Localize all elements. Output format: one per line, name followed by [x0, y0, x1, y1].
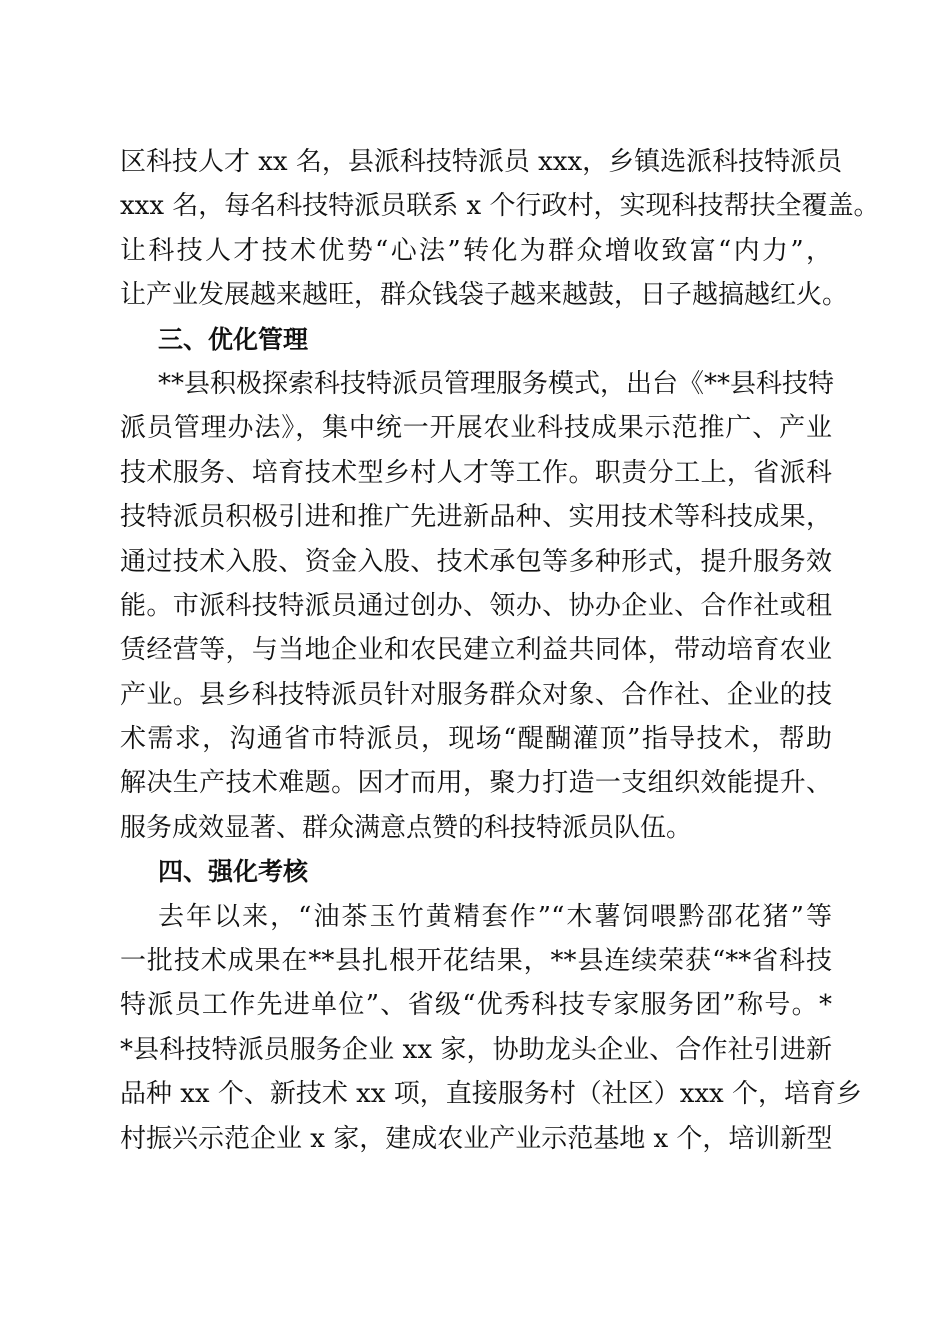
text-line: 让科技人才技术优势“心法”转化为群众增收致富“内力”， — [120, 235, 832, 266]
text-line: 解决生产技术难题。因才而用，聚力打造一支组织效能提升、 — [120, 768, 832, 799]
text-line: 术需求，沟通省市特派员，现场“醍醐灌顶”指导技术，帮助 — [120, 724, 832, 755]
text-line: 赁经营等，与当地企业和农民建立利益共同体，带动培育农业 — [120, 635, 832, 666]
text-line: 去年以来，“油茶玉竹黄精套作”“木薯饲喂黔邵花猪”等 — [158, 901, 832, 932]
text-line: 区科技人才 xx 名，县派科技特派员 xxx，乡镇选派科技特派员 — [120, 147, 843, 177]
text-line: 服务成效显著、群众满意点赞的科技特派员队伍。 — [120, 812, 693, 843]
paragraph-section-four — [120, 895, 862, 1161]
text-line: 村振兴示范企业 x 家，建成农业产业示范基地 x 个，培训新型 — [120, 1123, 833, 1154]
text-line: 派员管理办法》，集中统一开展农业科技成果示范推广、产业 — [120, 413, 832, 444]
text-line: 品种 xx 个、新技术 xx 项，直接服务村（社区）xxx 个，培育乡 — [120, 1079, 862, 1110]
text-line: 能。市派科技特派员通过创办、领办、协办企业、合作社或租 — [120, 590, 832, 621]
paragraph-intro — [120, 140, 880, 318]
text-line: 技术服务、培育技术型乡村人才等工作。职责分工上，省派科 — [120, 457, 832, 488]
text-line: **县积极探索科技特派员管理服务模式，出台《**县科技特 — [158, 368, 835, 399]
text-line: 产业。县乡科技特派员针对服务群众对象、合作社、企业的技 — [120, 679, 832, 710]
text-line: *县科技特派员服务企业 xx 家，协助龙头企业、合作社引进新 — [120, 1034, 832, 1065]
text-line: 让产业发展越来越旺，群众钱袋子越来越鼓，日子越搞越红火。 — [120, 280, 849, 311]
document-body — [120, 140, 880, 1161]
text-line: 技特派员积极引进和推广先进新品种、实用技术等科技成果， — [120, 502, 832, 533]
text-line: 特派员工作先进单位”、省级“优秀科技专家服务团”称号。* — [120, 990, 832, 1021]
section-heading-four: 四、强化考核 — [158, 857, 309, 887]
text-line: 一批技术成果在**县扎根开花结果，**县连续荣获“**省科技 — [120, 946, 832, 977]
section-heading-three: 三、优化管理 — [158, 324, 309, 354]
text-line: 通过技术入股、资金入股、技术承包等多种形式，提升服务效 — [120, 546, 832, 577]
text-line: xxx 名，每名科技特派员联系 x 个行政村，实现科技帮扶全覆盖。 — [120, 191, 880, 222]
paragraph-section-three — [120, 362, 835, 850]
